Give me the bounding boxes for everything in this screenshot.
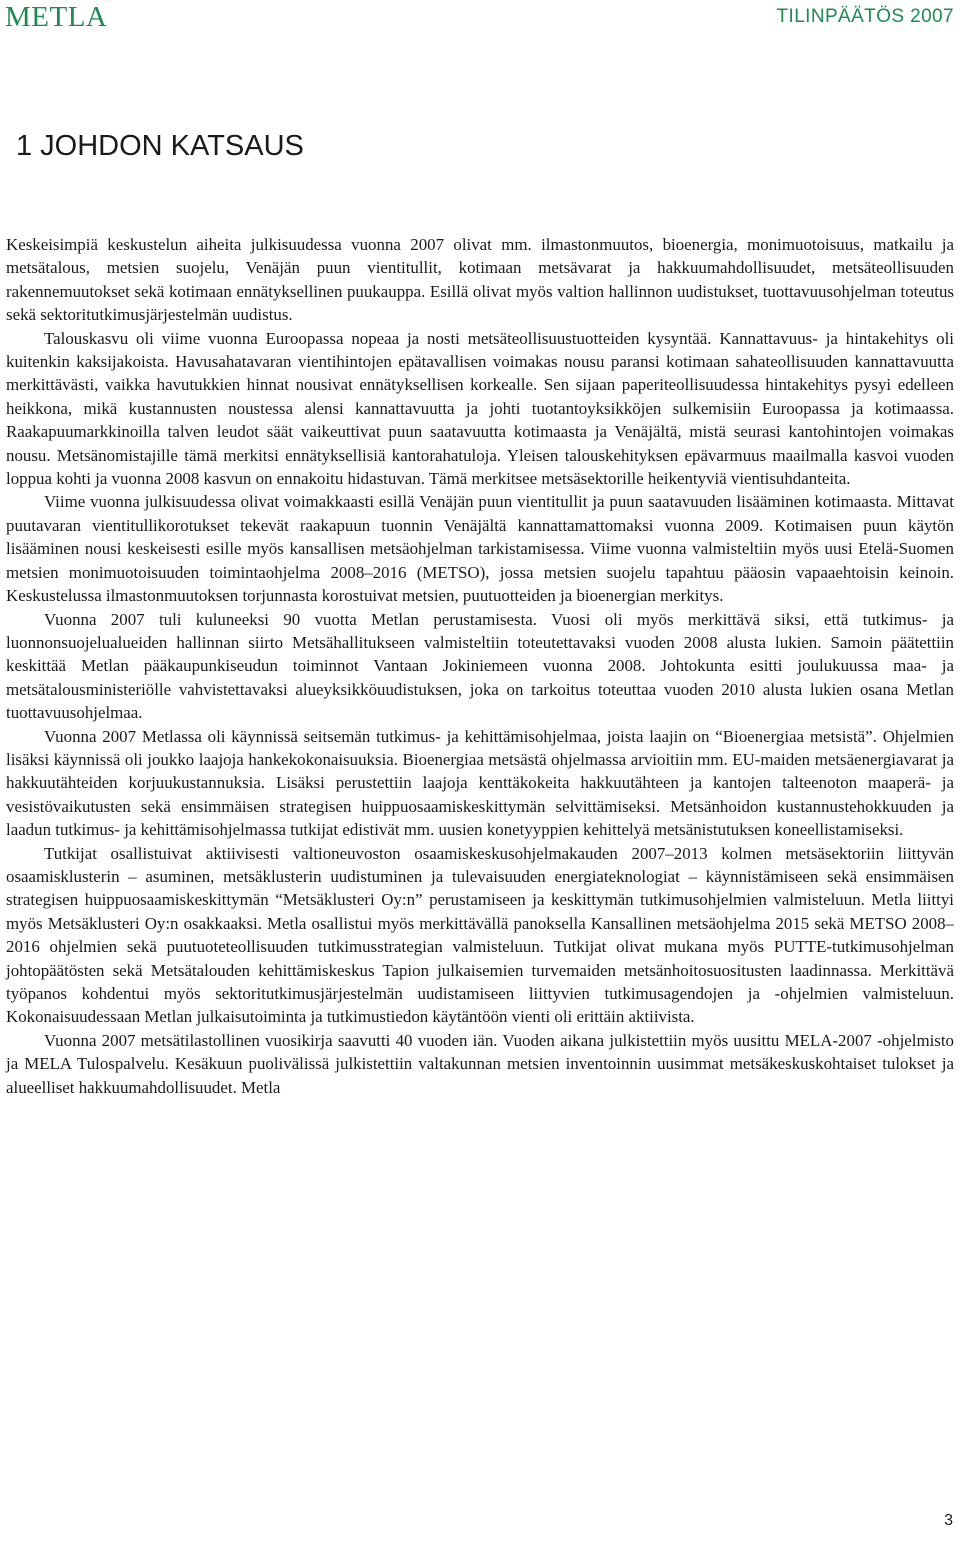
paragraph-4: Vuonna 2007 tuli kuluneeksi 90 vuotta Metlan perustamisesta. Vuosi oli myös merkittävä siksi, että tutkimus- ja luonnonsuojelualueiden hallinnan siirto Metsähallitukseen valmisteltiin toteutettavaksi vuoden 2008 alusta lukien. Samoin päätettiin keskittää Metlan pääkaupunkiseudun toiminnot Vantaan Jokiniemeen vuonna 2008. Johtokunta esitti joulukuussa maa- ja metsätalousministeriölle vahvistettavaksi alueyksikköuudistuksen, joka on tarkoitus toteuttaa vuoden 2010 alusta lukien osana Metlan tuottavuusohjelmaa. [6, 609, 954, 723]
paragraph-2: Talouskasvu oli viime vuonna Euroopassa nopeaa ja nosti metsäteollisuustuotteiden kysyntää. Kannattavuus- ja hintakehitys oli kuitenkin kaksijakoista. Havusahatavaran vientihintojen epätavallisen voimakas nousu paransi kotimaan sahateollisuuden kannattavuutta merkittävästi, vaikka havutukkien hinnat nousivat ennätyksellisen korkealle. Sen sijaan paperiteollisuudessa hintakehitys pysyi edelleen heikkona, mikä kustannusten noustessa alensi kannattavuutta ja johti tuotantoyksikköjen sulkemisiin Euroopassa ja kotimaassa. Raakapuumarkkinoilla talven leudot säät vaikeuttivat puun saatavuutta kotimaasta ja Venäjältä, mistä seurasi kantohintojen voimakas nousu. Metsänomistajille tämä merkitsi ennätyksellisiä kantorahatuloja. Yleisen talouskehityksen epävarmuus maailmalla kasvoi vuoden loppua kohti ja vuonna 2008 kasvun on ennakoitu hidastuvan. Tämä merkitsee metsäsektorille heikentyviä vientisuhdanteita. [6, 328, 954, 489]
brand-logo-text: METLA [5, 1, 108, 33]
page-number: 3 [944, 1512, 953, 1529]
page-header [0, 0, 960, 40]
paragraph-6: Tutkijat osallistuivat aktiivisesti valtioneuvoston osaamiskeskusohjelmakauden 2007–2013 kolmen metsäsektoriin liittyvän osaamisklusterin – asuminen, metsäklusterin uudistuminen ja tulevaisuuden energiateknologiat – käynnistämiseen sekä ensimmäisen strategisen huippuosaamiskeskittymän “Metsäklusteri Oy:n” perustamiseen ja keskittymän tutkimusohjelmien valmisteluun. Metla liittyi myös Metsäklusteri Oy:n osakkaaksi. Metla osallistui myös merkittävällä panoksella Kansallinen metsäohjelma 2015 sekä METSO 2008–2016 ohjelmien sekä puutuoteteollisuuden tutkimusstrategian valmisteluun. Tutkijat olivat mukana myös PUTTE-tutkimusohjelman johtopäätösten sekä Metsätalouden kehittämiskeskus Tapion julkaisemien turvemaiden metsänhoitosuositusten laadinnassa. Merkittävä työpanos kohdentui myös sektoritutkimusjärjestelmän uudistamiseen liittyvien tutkimusagendojen ja -ohjelmien valmisteluun. Kokonaisuudessaan Metlan julkaisutoiminta ja tutkimustiedon käytäntöön vienti oli erittäin aktiivista. [6, 843, 954, 1027]
report-title: TILINPÄÄTÖS 2007 [776, 6, 954, 27]
section-heading: 1 JOHDON KATSAUS [16, 130, 304, 162]
paragraph-5: Vuonna 2007 Metlassa oli käynnissä seitsemän tutkimus- ja kehittämisohjelmaa, joista laajin on “Bioenergiaa metsistä”. Ohjelmien lisäksi käynnissä oli joukko laajoja hankekokonaisuuksia. Bioenergiaa metsästä ohjelmassa arvioitiin mm. EU-maiden metsäenergiavarat ja hakkuutähteiden korjuukustannuksia. Lisäksi perustettiin laajoja kenttäkokeita hakkuutähteen ja kantojen talteenoton maaperä- ja vesistövaikutusten sekä ensimmäisen strategisen huippuosaamiskeskittymän selvittämiseksi. Metsänhoidon kustannustehokkuuden ja laadun tutkimus- ja kehittämisohjelmassa tutkijat edistivät mm. uusien konetyyppien kehittelyä metsänistutuksen koneellistamiseksi. [6, 726, 954, 840]
paragraph-1: Keskeisimpiä keskustelun aiheita julkisuudessa vuonna 2007 olivat mm. ilmastonmuutos, bioenergia, monimuotoisuus, matkailu ja metsätalous, metsien suojelu, Venäjän puun vientitullit, kotimaan metsävarat ja hakkuumahdollisuudet, metsäteollisuuden rakennemuutokset sekä kotimaan ennätyksellinen puukauppa. Esillä olivat myös valtion hallinnon uudistukset, tuottavuusohjelman toteutus sekä sektoritutkimusjärjestelmän uudistus. [6, 235, 954, 325]
body-text [6, 233, 954, 1099]
paragraph-3: Viime vuonna julkisuudessa olivat voimakkaasti esillä Venäjän puun vientitullit ja puun saatavuuden lisääminen kotimaasta. Mittavat puutavaran vientitullikorotukset tekevät raakapuun tuonnin Venäjältä kannattamattomaksi vuonna 2009. Kotimaisen puun käytön lisääminen nousi keskeisesti esille myös kansallisen metsäohjelman tarkistamisessa. Viime vuonna valmisteltiin myös uusi Etelä-Suomen metsien monimuotoisuuden toimintaohjelma 2008–2016 (METSO), jossa metsien suojelu tapahtuu pääosin vapaaehtoisin keinoin. Keskustelussa ilmastonmuutoksen torjunnasta korostuivat metsien, puutuotteiden ja bioenergian merkitys. [6, 492, 954, 606]
paragraph-7: Vuonna 2007 metsätilastollinen vuosikirja saavutti 40 vuoden iän. Vuoden aikana julkistettiin myös uusittu MELA-2007 -ohjelmisto ja MELA Tulospalvelu. Kesäkuun puolivälissä julkistettiin valtakunnan metsien inventoinnin uusimmat metsäkeskuskohtaiset tulokset ja alueelliset hakkuumahdollisuudet. Metla [6, 1030, 954, 1097]
